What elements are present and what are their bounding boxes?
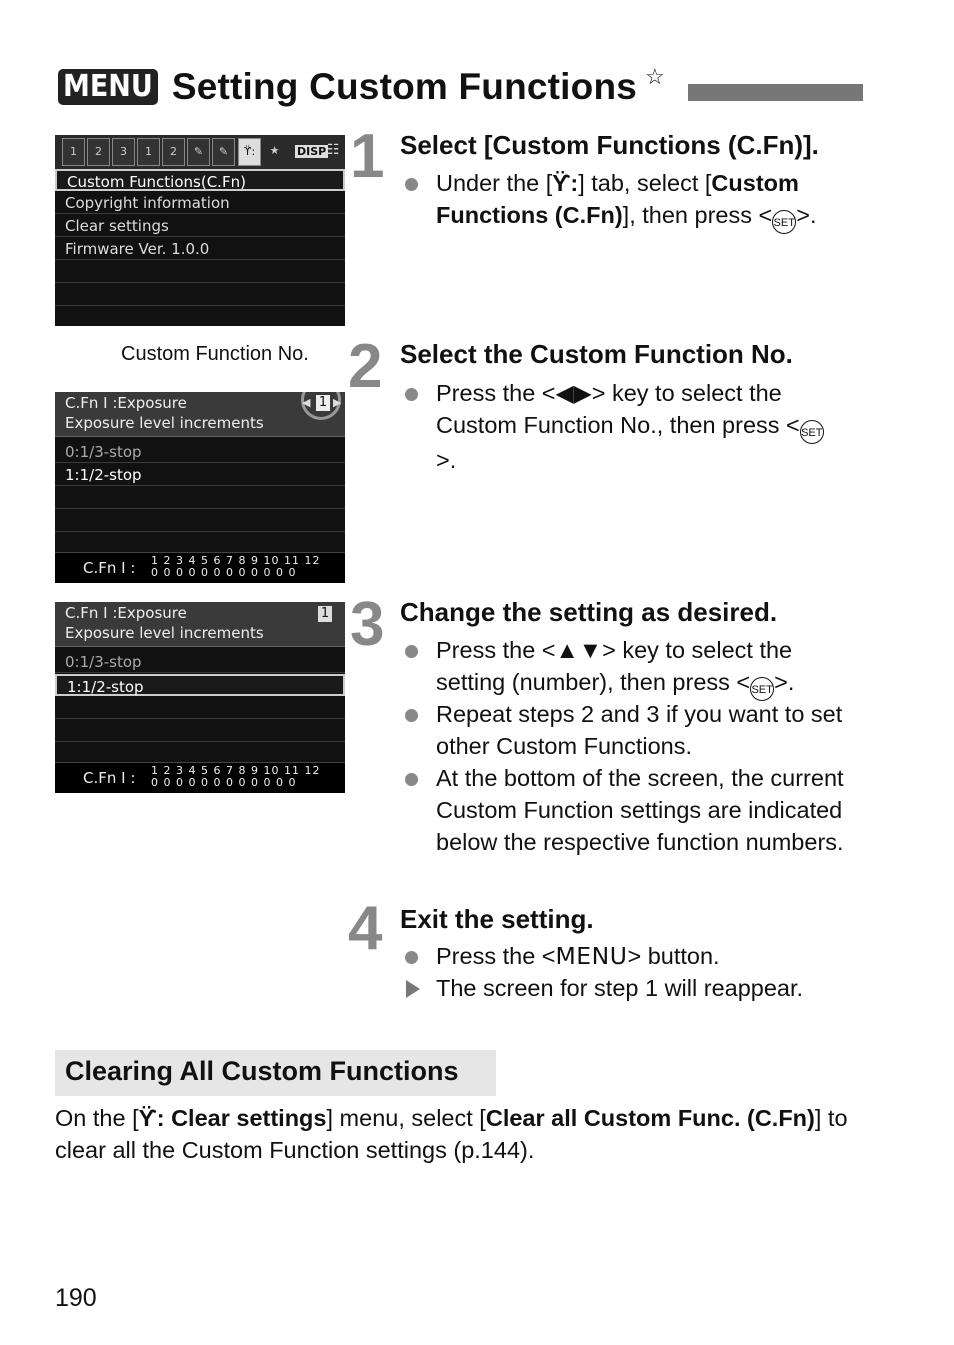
lcd-row: 0:1/3-stop [55, 651, 345, 673]
step2-bullet [436, 377, 836, 476]
step3-bullet-3: At the bottom of the screen, the current Custom Function settings are indicated below the respective function numbers. [436, 765, 844, 855]
text: On the [ [55, 1105, 139, 1131]
right-arrow-icon: ▶ [333, 396, 342, 409]
lcd-row [55, 307, 345, 326]
lcd-tab-bar [55, 135, 345, 171]
lcd-screen-function-select [55, 392, 345, 583]
lcd-row [55, 720, 345, 742]
cfn-function-values: 0 0 0 0 0 0 0 0 0 0 0 0 [151, 776, 297, 789]
step3-bullet-2: Repeat steps 2 and 3 if you want to set other Custom Functions. [436, 701, 843, 759]
tab-mymenu-icon: ★ [269, 144, 280, 157]
text: ] tab, select [ [578, 170, 712, 196]
lcd-row [55, 261, 345, 283]
tab-custom-functions-icon: ϔ: [238, 138, 261, 166]
set-button-icon: SET [800, 420, 824, 444]
lcd-screen-menu [55, 135, 345, 326]
bullet-dot [405, 178, 418, 191]
lcd-header-line2: Exposure level increments [65, 624, 264, 642]
text: > key to select the setting (number), then press < [436, 637, 793, 695]
step-number: 1 [350, 122, 385, 191]
text: >. [796, 202, 817, 228]
bullet-dot [405, 773, 418, 786]
tab-setup1-icon: ✎ [187, 138, 210, 166]
lcd-row: Clear settings [55, 215, 345, 237]
menu-button-label: MENU [555, 942, 628, 970]
bullet-dot [405, 388, 418, 401]
step4-bullet-1 [436, 940, 856, 972]
bullet-dot [405, 709, 418, 722]
text: ] to clear all the Custom Function settings (p.144). [55, 1105, 848, 1163]
function-number: 1 [318, 606, 332, 622]
text: Press the < [436, 380, 556, 406]
lcd-screen-setting-select [55, 602, 345, 793]
text: > button. [627, 943, 720, 969]
cfn-function-values: 0 0 0 0 0 0 0 0 0 0 0 0 [151, 566, 297, 579]
lcd-row: Custom Functions(C.Fn) [55, 169, 345, 191]
lcd-header-line1: C.Fn I :Exposure [65, 394, 187, 412]
lcd-footer [55, 762, 345, 793]
text: Clear settings [171, 1105, 327, 1131]
cfn-function-numbers: 1 2 3 4 5 6 7 8 9 10 11 12 [151, 554, 321, 567]
text: Press the < [436, 943, 556, 969]
tab-shoot1-icon: 1 [62, 138, 85, 166]
custom-function-tab-icon: ϔ: [552, 170, 579, 196]
function-number: 1 [316, 395, 330, 411]
star-icon: ☆ [645, 64, 665, 89]
text: ] menu, select [ [326, 1105, 486, 1131]
lcd-footer [55, 552, 345, 583]
lcd-row: Firmware Ver. 1.0.0 [55, 238, 345, 260]
set-button-icon: SET [750, 677, 774, 701]
text: > key to select the Custom Function No., then press < [436, 380, 800, 438]
tab-play1-icon: 1 [137, 138, 160, 166]
text: ], then press < [622, 202, 773, 228]
tab-play2-icon: 2 [162, 138, 185, 166]
step4-result: The screen for step 1 will reappear. [436, 975, 804, 1001]
step-number: 3 [350, 590, 385, 659]
lcd-row: Copyright information [55, 192, 345, 214]
up-down-key-icon: ▲▼ [555, 637, 603, 663]
step-title: Change the setting as desired. [400, 597, 778, 627]
disp-icon: DISP [297, 145, 327, 158]
step1-bullet [436, 167, 876, 234]
text: >. [436, 447, 457, 473]
left-arrow-icon: ◀ [302, 396, 311, 409]
lcd-header-line2: Exposure level increments [65, 414, 264, 432]
text: Under the [ [436, 170, 553, 196]
menu-badge: MENU [58, 69, 158, 105]
step-title: Select the Custom Function No. [400, 339, 793, 369]
lcd-row: 1:1/2-stop [55, 674, 345, 696]
lcd-row [55, 487, 345, 509]
text: Clear all Custom Func. (C.Fn) [485, 1105, 815, 1131]
cfn-settings-grid [151, 555, 320, 579]
info-icon: ☷ [327, 142, 340, 158]
lcd-row [55, 697, 345, 719]
clearing-paragraph [55, 1102, 875, 1166]
step-number: 4 [348, 894, 383, 963]
result-arrow-icon [406, 980, 420, 998]
cfn-label: C.Fn I : [83, 559, 136, 577]
text: Press the < [436, 637, 556, 663]
text: Custom Functions (C.Fn) [436, 170, 799, 228]
cfn-settings-grid [151, 765, 320, 789]
bullet-dot [405, 645, 418, 658]
set-button-icon: SET [772, 210, 796, 234]
lcd-row [55, 510, 345, 532]
cfn-label: C.Fn I : [83, 769, 136, 787]
bullet-dot [405, 951, 418, 964]
lcd-row [55, 284, 345, 306]
lcd-row: 0:1/3-stop [55, 441, 345, 463]
page-title [58, 62, 665, 112]
clearing-title: Clearing All Custom Functions [65, 1056, 459, 1086]
step-title: Select [Custom Functions (C.Fn)]. [400, 130, 819, 160]
title-text: Setting Custom Functions [171, 66, 638, 107]
tab-shoot2-icon: 2 [87, 138, 110, 166]
tab-shoot3-icon: 3 [112, 138, 135, 166]
custom-function-no-caption: Custom Function No. [121, 343, 309, 365]
clearing-section-header [55, 1050, 496, 1096]
step-number: 2 [348, 332, 383, 401]
text: >. [774, 669, 795, 695]
lcd-header-line1: C.Fn I :Exposure [65, 604, 187, 622]
custom-function-tab-icon: ϔ: [138, 1105, 165, 1131]
left-right-key-icon: ◀▶ [555, 380, 592, 406]
step-title: Exit the setting. [400, 904, 594, 934]
page-number: 190 [55, 1284, 97, 1312]
step3-bullet-1 [436, 634, 856, 701]
lcd-header [55, 602, 345, 647]
title-bar-decoration [688, 84, 863, 101]
lcd-row: 1:1/2-stop [55, 464, 345, 486]
tab-setup2-icon: ✎ [212, 138, 235, 166]
cfn-function-numbers: 1 2 3 4 5 6 7 8 9 10 11 12 [151, 764, 321, 777]
